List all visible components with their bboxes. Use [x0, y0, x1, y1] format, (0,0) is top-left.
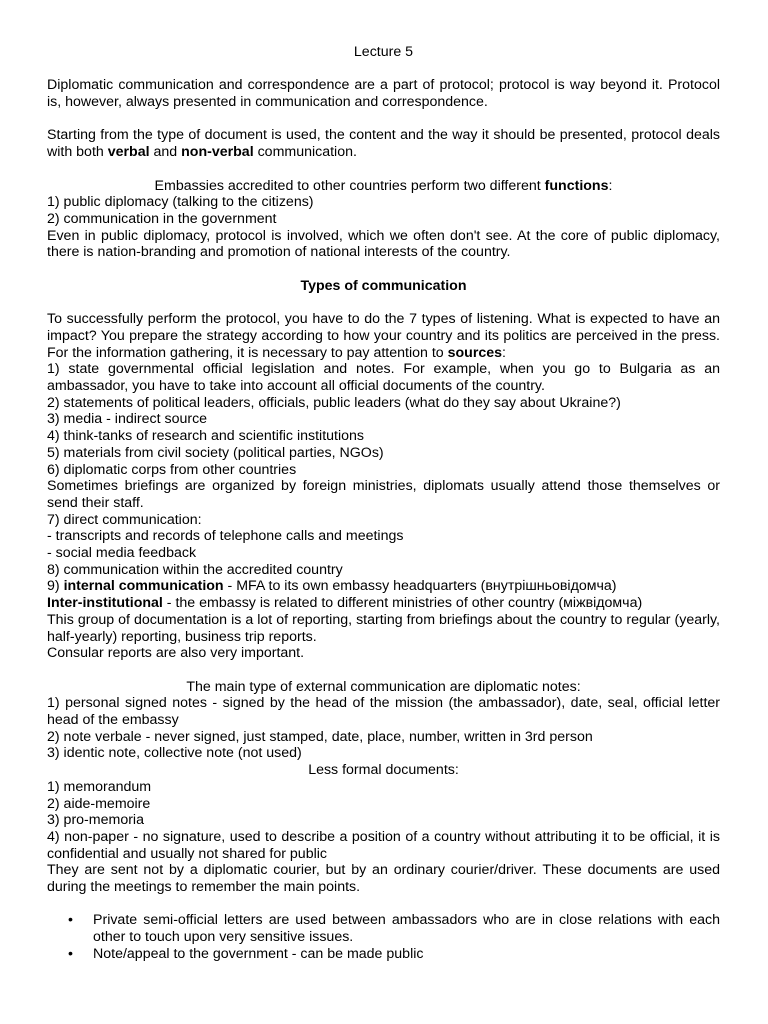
intro-paragraph-1: Diplomatic communication and correspondence are a part of protocol; protocol is way beyond it. Protocol is, however, always presented in communication and correspondence.	[47, 77, 720, 111]
bullet-list	[47, 912, 720, 962]
bullet-icon: •	[68, 912, 73, 929]
less-formal-item-1: 1) memorandum	[47, 778, 152, 795]
list-item	[47, 946, 720, 963]
less-formal-item-4: 4) non-paper - no signature, used to describe a position of a country without attributing it to be official, it is confidential and usually not shared for public	[47, 828, 720, 862]
functions-lead-colon: :	[608, 177, 613, 194]
sources-item-7a: - transcripts and records of telephone calls and meetings	[47, 528, 404, 545]
page-title: Lecture 5	[353, 44, 414, 60]
sources-item-1: 1) state governmental official legislation and notes. For example, when you go to Bulgaria as an ambassador, you have to take into account all official documents of the country.	[47, 361, 720, 394]
functions-term: functions	[544, 177, 609, 194]
intro-p2-end: communication.	[253, 144, 357, 161]
sources-item-4: 4) think-tanks of research and scientific institutions	[47, 428, 365, 445]
notes-item-2: 2) note verbale - never signed, just stamped, date, place, number, written in 3rd person	[47, 728, 593, 745]
document-page	[47, 44, 720, 963]
inter-institutional-text: - the embassy is related to different ministries of other country (міжвідомча)	[162, 595, 643, 612]
item-9-number: 9)	[47, 578, 64, 595]
verbal-term: verbal	[107, 144, 150, 161]
section-heading-types: Types of communication	[300, 277, 467, 294]
sources-item-6: 6) diplomatic corps from other countries	[47, 461, 297, 478]
functions-item-2: 2) communication in the government	[47, 210, 277, 227]
list-item	[47, 912, 720, 945]
notes-lead: The main type of external communication are diplomatic notes:	[186, 678, 581, 695]
sources-intro-colon: :	[502, 344, 506, 361]
intro-p2-and: and	[149, 144, 182, 161]
intro-paragraph-2	[47, 127, 720, 160]
bullet-icon: •	[68, 945, 73, 962]
sources-item-2: 2) statements of political leaders, officials, public leaders (what do they say about Ukraine?)	[47, 394, 621, 411]
notes-item-1: 1) personal signed notes - signed by the head of the mission (the ambassador), date, seal, official letter head of the embassy	[47, 695, 720, 729]
inter-institutional-term: Inter-institutional	[47, 595, 163, 612]
sources-intro-text: To successfully perform the protocol, you have to do the 7 types of listening. What is expected to have an impact? You prepare the strategy according to how your country and its politics are perceived in the press. For the information gathering, it is necessary to pay attention to	[47, 311, 720, 361]
briefings-note: Sometimes briefings are organized by foreign ministries, diplomats usually attend those themselves or send their staff.	[47, 478, 720, 511]
sources-intro	[47, 311, 720, 361]
internal-communication-term: internal communication	[63, 578, 224, 595]
sources-term: sources	[447, 344, 503, 361]
intro-p2-text: Starting from the type of document is used, the content and the way it should be presented, protocol deals with both	[47, 127, 720, 161]
item-9-text: - MFA to its own embassy headquarters (внутрішньовідомча)	[223, 578, 617, 595]
functions-lead	[47, 178, 720, 195]
less-formal-item-2: 2) aide-memoire	[47, 795, 151, 812]
bullet-text: Private semi-official letters are used between ambassadors who are in close relations with each other to touch upon very sensitive issues.	[93, 912, 720, 946]
sources-item-5: 5) materials from civil society (political parties, NGOs)	[47, 444, 384, 461]
nonverbal-term: non-verbal	[181, 144, 254, 161]
notes-item-3: 3) identic note, collective note (not used)	[47, 745, 302, 762]
less-formal-heading: Less formal documents:	[308, 762, 459, 779]
inter-institutional-item	[47, 595, 720, 612]
consular-note: Consular reports are also very important.	[47, 645, 305, 662]
sources-item-3: 3) media - indirect source	[47, 411, 208, 428]
sources-item-9	[47, 578, 720, 595]
functions-lead-text: Embassies accredited to other countries perform two different	[154, 177, 545, 194]
documentation-note: This group of documentation is a lot of reporting, starting from briefings about the country to regular (yearly, half-yearly) reporting, business trip reports.	[47, 611, 720, 645]
courier-note: They are sent not by a diplomatic courier, but by an ordinary courier/driver. These documents are used during the meetings to remember the main points.	[47, 862, 720, 896]
sources-item-8: 8) communication within the accredited country	[47, 561, 343, 578]
sources-item-7b: - social media feedback	[47, 545, 197, 562]
sources-item-7: 7) direct communication:	[47, 511, 202, 528]
functions-note: Even in public diplomacy, protocol is involved, which we often don't see. At the core of public diplomacy, there is nation-branding and promotion of national interests of the country.	[47, 227, 720, 261]
bullet-text: Note/appeal to the government - can be made public	[93, 945, 424, 962]
less-formal-item-3: 3) pro-memoria	[47, 812, 144, 829]
functions-item-1: 1) public diplomacy (talking to the citizens)	[47, 194, 314, 211]
